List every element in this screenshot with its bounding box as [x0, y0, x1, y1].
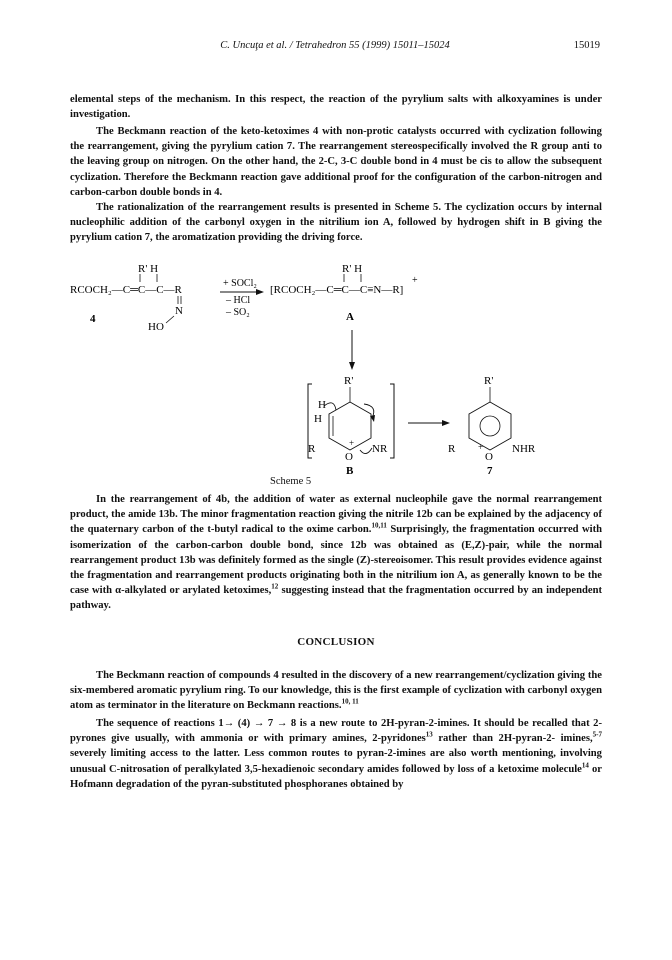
- reaction-scheme: [60, 258, 620, 476]
- b-r-prime: R': [344, 375, 354, 387]
- text-line: fragmentation occurred with isomerization of the carbon-carbon double bond, since 12b was obtained as: [70, 524, 603, 551]
- compound-label-b: B: [346, 465, 354, 476]
- page-number: 15019: [573, 40, 600, 51]
- citation: 5-7: [592, 730, 602, 739]
- b-ring-oxygen: O: [345, 451, 353, 463]
- text-line: nitrilium ion A, as generally known to be the case with α-alkylated or arylated ketoximes,: [70, 570, 603, 597]
- running-title: C. Uncuţa et al. / Tetrahedron 55 (1999) 15011–15024: [220, 40, 450, 51]
- text-line: adjacency of the quaternary carbon of the t-butyl radical to the oxime carbon.: [70, 509, 602, 536]
- text-line: product, the amide 13b. The minor fragmentation reaction giving the nitrile 12b can be explained by the: [70, 509, 543, 521]
- paragraph-6: [70, 716, 602, 792]
- text-fragment: severely limiting access to the latter. Less common routes to pyran-2-imines are also worth: [70, 748, 498, 760]
- text-line: mentioning, involving unusual C-nitrosation of peralkylated 3,5-hexadienoic secondary amides followed by: [70, 748, 602, 775]
- text-line: The Beckmann reaction of compounds 4 resulted in the discovery of a new rearrangement/cyclization: [96, 670, 555, 681]
- text-line: giving the pyrylium cation 7, the aromatization providing the driving force.: [70, 217, 602, 244]
- text-line: instead that the fragmentation occurred by an independent pathway.: [70, 585, 603, 612]
- paragraph-3: [70, 200, 602, 246]
- intermediate-a-formula: [RCOCH₂—C═C—C≡N—R]: [270, 284, 404, 296]
- oxime-hydroxyl: HO: [148, 321, 164, 333]
- p7-r-prime: R': [484, 375, 494, 387]
- reactant-formula: RCOCH₂—C═C—C—R: [70, 284, 182, 296]
- reagent-hcl: – HCl: [226, 295, 251, 306]
- paragraph-5: [70, 668, 602, 714]
- citation: 10, 11: [341, 697, 359, 706]
- nitrilium-plus: +: [412, 275, 418, 286]
- text-line: R group anti to the leaving group on nitrogen. On the other hand, the 2-C, 3-C double bond in 4 must be cis to: [70, 141, 602, 168]
- text-line: loss of a ketoxime molecule: [457, 763, 582, 775]
- citation: 13: [425, 730, 433, 739]
- paragraph-1: [70, 92, 602, 122]
- text-fragment: rather than 2H-pyran-2-: [438, 733, 556, 745]
- text-line: of the carbon-nitrogen and carbon-carbon double bonds in 4.: [70, 171, 603, 198]
- reagent-socl2: + SOCl₂: [223, 278, 257, 289]
- text-fragment: Surprisingly, the: [390, 524, 467, 536]
- compound-label-a: A: [346, 311, 354, 323]
- text-line: with carbonyl oxygen atom as terminator in the literature on Beckmann reactions.: [70, 685, 602, 712]
- p7-amine: NHR: [512, 443, 536, 455]
- scheme-caption: Scheme 5: [270, 476, 312, 487]
- p7-oxonium-plus: +: [478, 442, 484, 452]
- b-hydrogen-1: H: [318, 399, 326, 411]
- intermediate-substituents: R' H: [342, 263, 363, 275]
- text-line: that 2-pyrones give usually, with ammonia or with primary amines, 2-pyridones: [70, 718, 602, 745]
- running-header: [70, 40, 600, 54]
- reagent-so2: – SO₂: [226, 307, 250, 318]
- text-line: allow the subsequent cyclization. Therefore the Beckmann reaction gave additional proof for the configuration: [70, 156, 602, 183]
- text-line: or Hofmann degradation of the pyran-substituted phosphoranes obtained by: [70, 763, 602, 790]
- text-line: imines,: [560, 733, 593, 745]
- b-hydrogen-2: H: [314, 413, 322, 425]
- text-fragment: suggesting: [281, 585, 329, 597]
- oxime-nitrogen: N: [175, 305, 183, 317]
- text-line: (E,Z)-pair, while the normal rearrangement product 13b was definitely formed as the single (Z)-stereoisomer.: [70, 539, 603, 566]
- reactant-substituents: R' H: [138, 263, 159, 275]
- p7-ring-oxygen: O: [485, 451, 493, 463]
- b-r-group: R: [308, 443, 316, 455]
- text-line: In the rearrangement of 4b, the addition of water as external nucleophile gave the normal rearrangement: [96, 494, 602, 505]
- b-oxonium-plus: +: [349, 438, 355, 448]
- text-line: The sequence of reactions 1→ (4) → 7 → 8 is a new route to 2H-pyran-2-imines. It should be recalled: [96, 718, 568, 729]
- text-line: internal nucleophilic addition of the carbonyl oxygen in the nitrilium ion A, followed by hydrogen shift in B: [70, 202, 602, 229]
- text-line: following the rearrangement, giving the pyrylium cation 7. The rearrangement stereospecifically involved the: [70, 126, 602, 153]
- text-line: This result provides evidence against the fragmentation and rearrangement products originating both in the: [70, 554, 602, 582]
- text-line: giving the six-membered aromatic pyrylium ring. To our knowledge, this is the first example of cyclization: [70, 670, 602, 697]
- text-line: The rationalization of the rearrangement results is presented in Scheme 5. The cyclization occurs by: [96, 202, 563, 213]
- citation: 10,11: [371, 521, 387, 530]
- text-line: elemental steps of the mechanism. In this respect, the reaction of the pyrylium salts with alkoxyamines is: [70, 94, 571, 105]
- b-imine: NR: [372, 443, 388, 455]
- compound-label-7: 7: [487, 465, 493, 476]
- paragraph-4: [70, 492, 602, 614]
- text-line: The Beckmann reaction of the keto-ketoximes 4 with non-protic catalysts occurred with cyclization: [96, 126, 557, 137]
- text-line: under investigation.: [70, 94, 602, 121]
- paragraph-2: [70, 124, 602, 200]
- compound-label-4: 4: [90, 313, 96, 325]
- section-heading-conclusion: CONCLUSION: [297, 636, 375, 648]
- citation: 12: [271, 582, 279, 591]
- p7-r-group: R: [448, 443, 456, 455]
- citation: 14: [581, 761, 589, 770]
